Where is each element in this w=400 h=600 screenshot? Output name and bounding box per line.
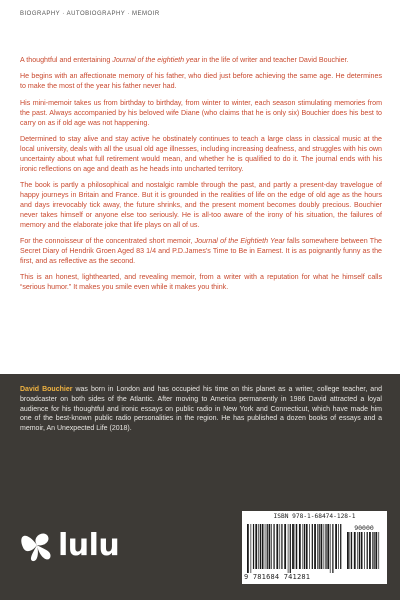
- barcode-bar: [378, 532, 379, 569]
- barcode-bar: [350, 532, 351, 569]
- barcode-bar: [247, 524, 249, 573]
- barcode-bar: [373, 532, 374, 569]
- barcode-bar: [351, 532, 352, 569]
- barcode-bar: [314, 524, 316, 569]
- blurb-p1-text-end: in the life of writer and teacher David Bouchier.: [199, 56, 349, 64]
- barcode-bar: [302, 524, 303, 569]
- barcode-bar: [330, 524, 331, 573]
- barcode-bar: [295, 524, 296, 569]
- barcode-bar: [361, 532, 363, 569]
- isbn-barcode: [242, 511, 387, 584]
- barcode-bar: [359, 532, 360, 569]
- blurb-paragraph-7: This is an honest, lighthearted, and revealing memoir, from a writer with a reputation for what he himself calls “serious humor.” It makes you smile even while it makes you think.: [20, 273, 382, 292]
- blurb-p6-title: Journal of the Eightieth Year: [194, 237, 285, 246]
- ean-digits: 9 781684 741281: [244, 573, 311, 581]
- barcode-bar: [324, 524, 325, 569]
- ean-barcode-bars: [247, 524, 342, 573]
- publisher-logo-text: lulu: [58, 527, 120, 563]
- barcode-bar: [369, 532, 371, 569]
- category-label: BIOGRAPHY · AUTOBIOGRAPHY · MEMOIR: [20, 11, 160, 17]
- barcode-bar: [309, 524, 310, 569]
- barcode-bar: [364, 532, 365, 569]
- publisher-logo: [18, 525, 119, 565]
- barcode-bar: [292, 524, 294, 569]
- blurb-p6-text-start: For the connoisseur of the concentrated short memoir,: [20, 237, 195, 246]
- barcode-bar: [299, 524, 301, 569]
- barcode-bar: [372, 532, 373, 569]
- author-bio-text: was born in London and has occupied his time on this planet as a writer, college teacher, and broadcaster on both sides of the Atlantic. After moving to America permanently in 1986 David attracted a loyal audience for his thoughtful and ironic essays on public radio in New York and Connecticut, which have made him one of the best-known public radio personalities in the region. He has published a dozen books of essays and a memoir, An Unexpected Life (2018).: [20, 386, 382, 433]
- barcode-bar: [269, 524, 271, 569]
- barcode-bar: [267, 524, 268, 569]
- barcode-bar: [296, 524, 297, 569]
- barcode-bar: [338, 524, 339, 569]
- addon-barcode-bars: [347, 532, 381, 573]
- barcode-bar: [265, 524, 266, 569]
- barcode-bar: [262, 524, 264, 569]
- blurb-paragraph-6: [20, 237, 382, 267]
- blurb-paragraph-2: He begins with an affectionate memory of his father, who died just before achieving the same age. He determines to make the most of the year his father never had.: [20, 72, 382, 91]
- barcode-bar: [332, 524, 333, 573]
- author-bio: [20, 385, 382, 434]
- blurb-paragraph-3: His mini-memoir takes us from birthday to birthday, from winter to winter, each season stimulating memories from the past. Always accompanied by his beloved wife Diane (who claims that he is only six) Bouchier does his best to carry on as if old age was not happening.: [20, 98, 382, 127]
- barcode-bar: [354, 532, 356, 569]
- barcode-bar: [260, 524, 261, 569]
- barcode-bar: [273, 524, 274, 569]
- barcode-bar: [319, 524, 320, 569]
- blurb-paragraph-5: The book is partly a philosophical and nostalgic ramble through the past, and partly a present-day travelogue of happy journeys in Britain and France. But it is grounded in the realities of life on the edge of old age as the hours and days irrevocably tick away, the future shrinks, and the present moment becomes doubly precious. Bouchier never takes himself or anyone else too seriously. He is all-too aware of the irony of his situation, the failures of memory and the elaborate joke that life plays on all of us.: [20, 181, 382, 229]
- barcode-bar: [306, 524, 308, 569]
- barcode-bar: [325, 524, 326, 569]
- barcode-bar: [367, 532, 368, 569]
- barcode-bar: [271, 524, 272, 569]
- blurb-paragraph-4: Determined to stay alive and stay active he obstinately continues to teach a large class in classical music at the local university, deals with all the usual old age illnesses, including increasing deafness, and struggles with his own uncertainty about what full retirement would mean, and whether he is qualified to do it. The journal ends with his ironic reflections on age and death as he heads into uncharted territory.: [20, 134, 382, 173]
- blurb-p1-text-start: A thoughtful and entertaining: [20, 56, 113, 64]
- barcode-bar: [335, 524, 337, 569]
- barcode-bar: [304, 524, 305, 569]
- blurb-text: [20, 56, 382, 300]
- barcode-bar: [258, 524, 259, 569]
- barcode-bar: [290, 524, 291, 573]
- isbn-label: ISBN 978-1-68474-128-1: [273, 513, 356, 520]
- author-name: David Bouchier: [20, 386, 73, 393]
- barcode-bar: [251, 524, 252, 573]
- blurb-p6-text-end: falls somewhere between The Secret Diary of Hendrik Groen Aged 83 1/4 and P.D.James's Time to Be in Earnest. It is as poignantly funny as the first, and as reflective as the second.: [20, 237, 382, 265]
- barcode-bar: [321, 524, 323, 569]
- barcode-addon-code: 90000: [354, 524, 374, 532]
- blurb-paragraph-1: [20, 56, 382, 66]
- barcode-bar: [255, 524, 257, 569]
- barcode-bar: [281, 524, 282, 569]
- barcode-bar: [327, 524, 329, 569]
- barcode-bar: [279, 524, 280, 569]
- barcode-bar: [340, 524, 341, 569]
- barcode-bar: [284, 524, 286, 569]
- barcode-bar: [253, 524, 254, 569]
- barcode-bar: [357, 532, 358, 569]
- lulu-butterfly-icon: [18, 526, 56, 564]
- barcode-bar: [375, 532, 377, 569]
- barcode-bar: [347, 532, 349, 569]
- barcode-bar: [276, 524, 278, 569]
- barcode-bar: [317, 524, 318, 569]
- barcode-bar: [288, 524, 289, 573]
- barcode-bar: [312, 524, 313, 569]
- blurb-p1-title: Journal of the eightieth year: [112, 56, 200, 64]
- back-cover-lower-panel: [0, 374, 400, 600]
